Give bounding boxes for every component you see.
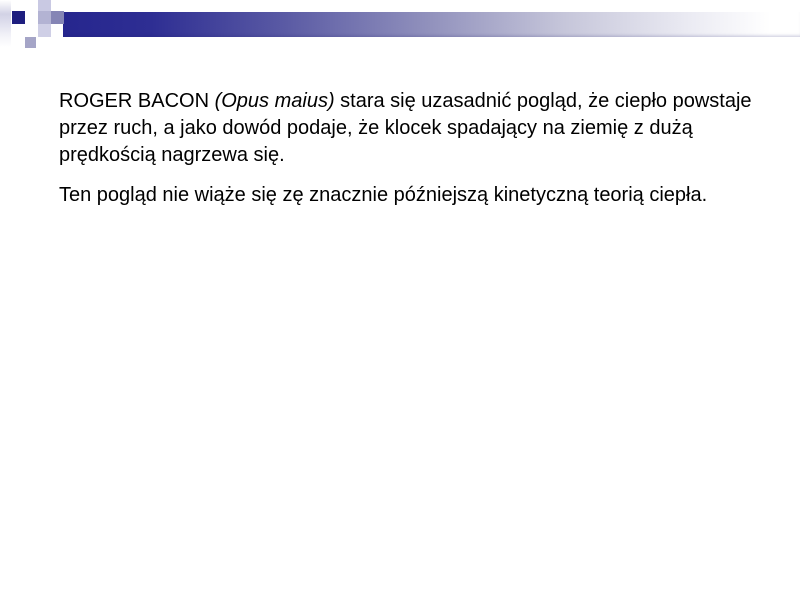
paragraph1-line1-italic: (Opus maius) [214, 90, 335, 112]
paragraph1-line2: przez ruch, a jako dowód podaje, że klocek spadający na ziemię z dużą [59, 117, 693, 139]
paragraph1-line1-normal1: ROGER BACON [59, 90, 215, 112]
paragraph-roger-bacon [59, 88, 764, 169]
decoration-square-mid-light [38, 11, 51, 24]
paragraph1-line1 [59, 88, 764, 115]
decoration-square-mid-dark [51, 11, 64, 24]
decoration-square-gray [25, 37, 36, 48]
paragraph1-line3: prędkością nagrzewa się. [59, 144, 285, 166]
title-bar-gradient [63, 12, 800, 37]
paragraph-kinetic-theory: Ten pogląd nie wiąże się zę znacznie późniejszą kinetyczną teorią ciepła. [59, 184, 708, 206]
decoration-square-pale [38, 24, 51, 37]
left-gradient-strip [0, 0, 11, 47]
decoration-square-top [38, 0, 51, 11]
header-decoration [0, 0, 800, 60]
decoration-square-navy [12, 11, 25, 24]
paragraph1-line1-normal2: stara się uzasadnić pogląd, że ciepło powstaje [334, 90, 752, 112]
slide-text-block [59, 88, 764, 209]
